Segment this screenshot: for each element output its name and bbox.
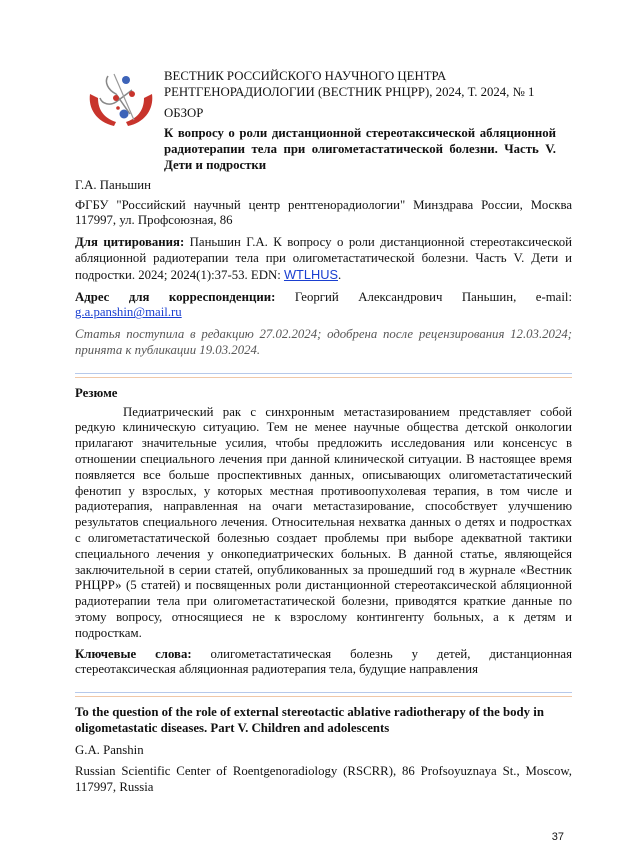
edn-link[interactable]: WTLHUS [283,266,338,282]
journal-line-1: ВЕСТНИК РОССИЙСКОГО НАУЧНОГО ЦЕНТРА [164,69,447,83]
article-title: К вопросу о роли дистанционной стереотаксической абляционной радиотерапии тела при олигометастатической болезни. Часть V. Дети и подростки [164,126,556,172]
article-type: ОБЗОР [164,105,204,120]
citation-text: Паньшин Г.А. К вопросу о роли дистанционной стереотаксической абляционной радиотерапии тела при олигометастатической болезни. Часть V. Дети и подростки. 2024; 2024(1):37-53. EDN: [75,235,572,282]
keywords-label: Ключевые слова: [75,646,192,661]
journal-logo-icon [86,68,156,130]
abstract-text: Педиатрический рак с синхронным метастазированием представляет собой редкую клиническую ситуацию. Тем не менее научные общества детской онкологии прилагают значительные усилия, чтобы предложить исследования или консенсус в отношении специального лечения при данной клинической ситуации. В настоящее время появляется все больше проспективных данных, описывающих олигометастатический фенотип у взрослых, у которых местная противоопухолевая терапия, в том числе и радиотерапия, направленная на очаги метастазирование, способствует улучшению результатов специального лечения. Относительная нехватка данных о детях и подростках с олигометастатической болезнью создает проблемы при выборе адекватной тактики специального лечения у онкопедиатрических больных. В данной статье, являющейся заключительной в серии статей, опубликованных за прошедший год в журнале «Вестник РНЦРР» (5 статей) и посвященных роли дистанционной стереотаксической абляционной радиотерапии тела при олигометастатической болезни, приводятся краткие данные по этому вопросу, относящиеся не к взрослому контингенту больных, а к детям и подросткам. [75,404,572,640]
journal-name [164,69,572,101]
divider [75,377,572,378]
english-title: To the question of the role of external stereotactic ablative radiotherapy of the body in oligometastatic diseases. Part V. Children and adolescents [75,705,544,735]
divider [75,696,572,697]
english-affiliation: Russian Scientific Center of Roentgenoradiology (RSCRR), 86 Profsoyuznaya St., Moscow, 117997, Russia [75,764,572,795]
journal-line-2: РЕНТГЕНОРАДИОЛОГИИ (ВЕСТНИК РНЦРР), 2024, Т. 2024, № 1 [164,84,535,99]
correspondence [75,290,572,322]
received-dates: Статья поступила в редакцию 27.02.2024; одобрена после рецензирования 12.03.2024; принята к публикации 19.03.2024. [75,327,572,357]
divider [75,373,572,374]
divider [75,692,572,693]
citation-label: Для цитирования: [75,235,185,250]
affiliation: ФГБУ "Российский научный центр рентгенорадиологии" Минздрава России, Москва 117997, ул. Профсоюзная, 86 [75,197,572,228]
english-author: G.A. Panshin [75,742,144,757]
email-link[interactable]: g.a.panshin@mail.ru [75,305,182,320]
citation [75,235,572,283]
correspondence-text: Георгий Александрович Паньшин, e-mail: [294,289,573,304]
keywords [75,647,572,679]
article-header [75,69,572,174]
citation-end: . [338,267,342,282]
author: Г.А. Паньшин [75,177,151,192]
abstract-heading: Резюме [75,385,118,400]
keywords-text: олигометастатическая болезнь у детей, дистанционная стереотаксическая абляционная радиотерапия тела, будущие направления [75,646,572,677]
correspondence-label: Адрес для корреспонденции: [75,289,276,304]
page-number: 37 [551,831,564,844]
